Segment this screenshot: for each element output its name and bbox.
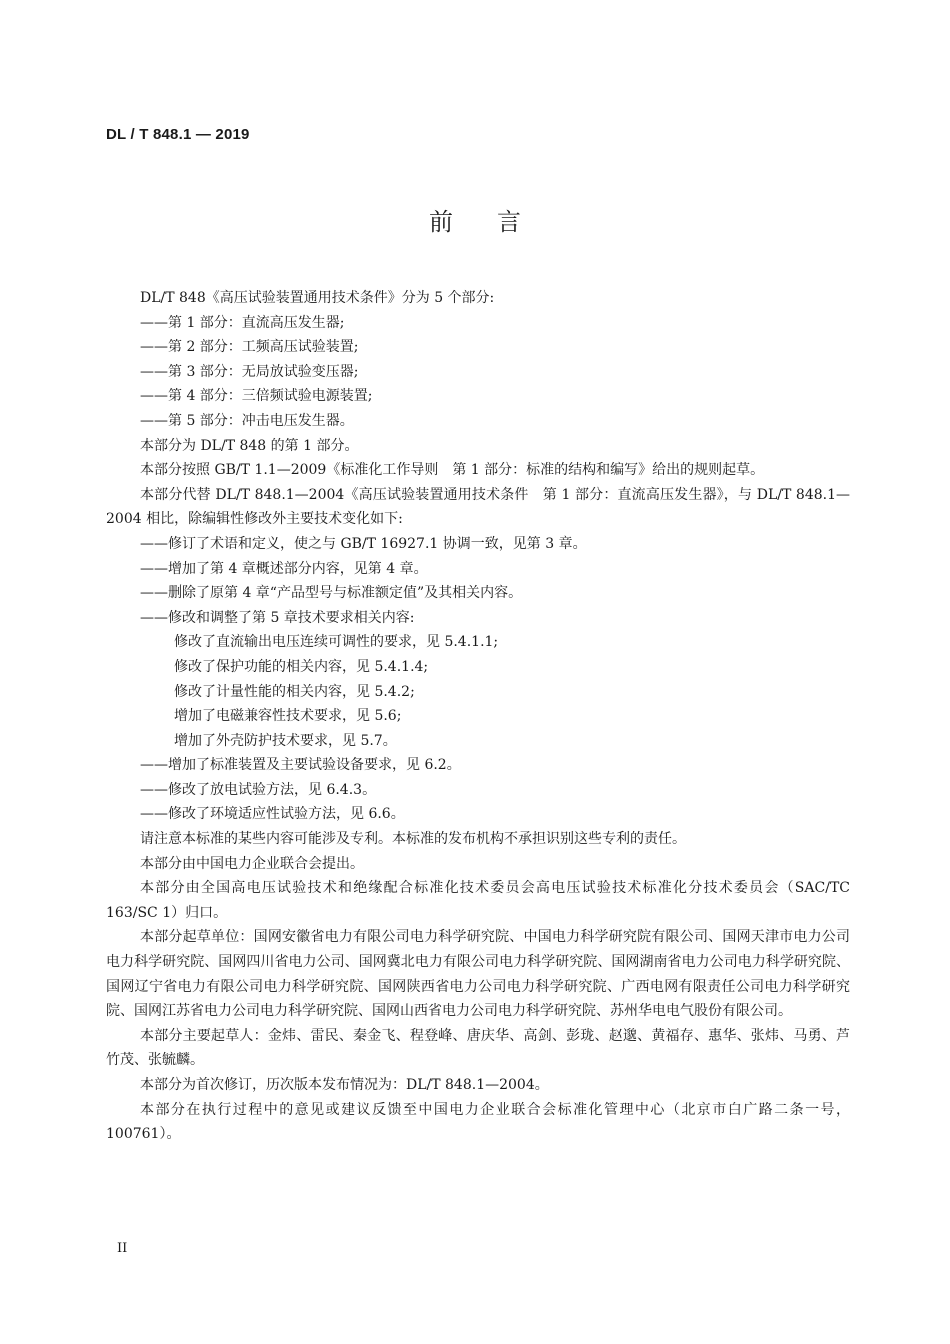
paragraph: 请注意本标准的某些内容可能涉及专利。本标准的发布机构不承担识别这些专利的责任。 <box>140 831 686 848</box>
paragraph: 本部分由全国高电压试验技术和绝缘配合标准化技术委员会高电压试验技术标准化分技术委员会（SAC/TC 163/SC 1）归口。 <box>106 880 850 921</box>
sub-list-item: 增加了电磁兼容性技术要求，见 5.6; <box>174 708 402 725</box>
document-id-header: DL / T 848.1 — 2019 <box>106 126 250 143</box>
paragraph: 本部分主要起草人：金炜、雷民、秦金飞、程登峰、唐庆华、高剑、彭珑、赵邈、黄福存、惠华、张炜、马勇、芦竹茂、张毓麟。 <box>106 1027 850 1069</box>
list-item: ——修改了环境适应性试验方法，见 6.6。 <box>140 806 405 823</box>
paragraph: 本部分为首次修订，历次版本发布情况为：DL/T 848.1—2004。 <box>140 1077 549 1093</box>
list-item: ——第 2 部分：工频高压试验装置; <box>140 339 359 356</box>
list-item: ——修改了放电试验方法，见 6.4.3。 <box>140 781 377 798</box>
paragraph: 本部分在执行过程中的意见或建议反馈至中国电力企业联合会标准化管理中心（北京市白广路二条一号，100761）。 <box>106 1101 850 1143</box>
list-item: ——第 4 部分：三倍频试验电源装置; <box>140 388 373 405</box>
paragraph: 本部分为 DL/T 848 的第 1 部分。 <box>140 437 359 454</box>
sub-list-item: 修改了直流输出电压连续可调性的要求，见 5.4.1.1; <box>174 634 499 651</box>
paragraph: 本部分起草单位：国网安徽省电力有限公司电力科学研究院、中国电力科学研究院有限公司、国网天津市电力公司电力科学研究院、国网四川省电力公司、国网冀北电力有限公司电力科学研究院、国网湖南省电力公司电力科学研究院、国网辽宁省电力有限公司电力科学研究院、国网陕西省电力公司电力科学研究院、广西电网有限责任公司电力科学研究院、国网江苏省电力公司电力科学研究院、国网山西省电力公司电力科学研究院、苏州华电电气股份有限公司。 <box>106 929 850 1020</box>
page-title: 前言 <box>429 208 565 236</box>
list-item: ——修改和调整了第 5 章技术要求相关内容: <box>140 609 415 626</box>
sub-list-item: 修改了计量性能的相关内容，见 5.4.2; <box>174 683 415 700</box>
list-item: ——删除了原第 4 章“产品型号与标准额定值”及其相关内容。 <box>140 585 523 602</box>
list-item: ——第 1 部分：直流高压发生器; <box>140 314 345 331</box>
sub-list-item: 增加了外壳防护技术要求，见 5.7。 <box>174 732 397 749</box>
paragraph: 本部分代替 DL/T 848.1—2004《高压试验装置通用技术条件 第 1 部分：直流高压发生器》，与 DL/T 848.1—2004 相比，除编辑性修改外主要技术变化如下: <box>106 486 850 528</box>
sub-list-item: 修改了保护功能的相关内容，见 5.4.1.4; <box>174 658 429 675</box>
list-item: ——增加了第 4 章概述部分内容，见第 4 章。 <box>140 560 428 577</box>
list-item: ——增加了标准装置及主要试验设备要求，见 6.2。 <box>140 757 461 774</box>
list-item: ——第 5 部分：冲击电压发生器。 <box>140 412 354 429</box>
paragraph: 本部分按照 GB/T 1.1—2009《标准化工作导则 第 1 部分：标准的结构和编写》给出的规则起草。 <box>140 462 765 479</box>
paragraph: 本部分由中国电力企业联合会提出。 <box>140 855 364 872</box>
list-item: ——第 3 部分：无局放试验变压器; <box>140 363 359 380</box>
paragraph: DL/T 848《高压试验装置通用技术条件》分为 5 个部分: <box>140 290 495 306</box>
document-body <box>106 286 850 1147</box>
list-item: ——修订了术语和定义，使之与 GB/T 16927.1 协调一致，见第 3 章。 <box>140 535 587 552</box>
page-number: II <box>117 1241 128 1256</box>
